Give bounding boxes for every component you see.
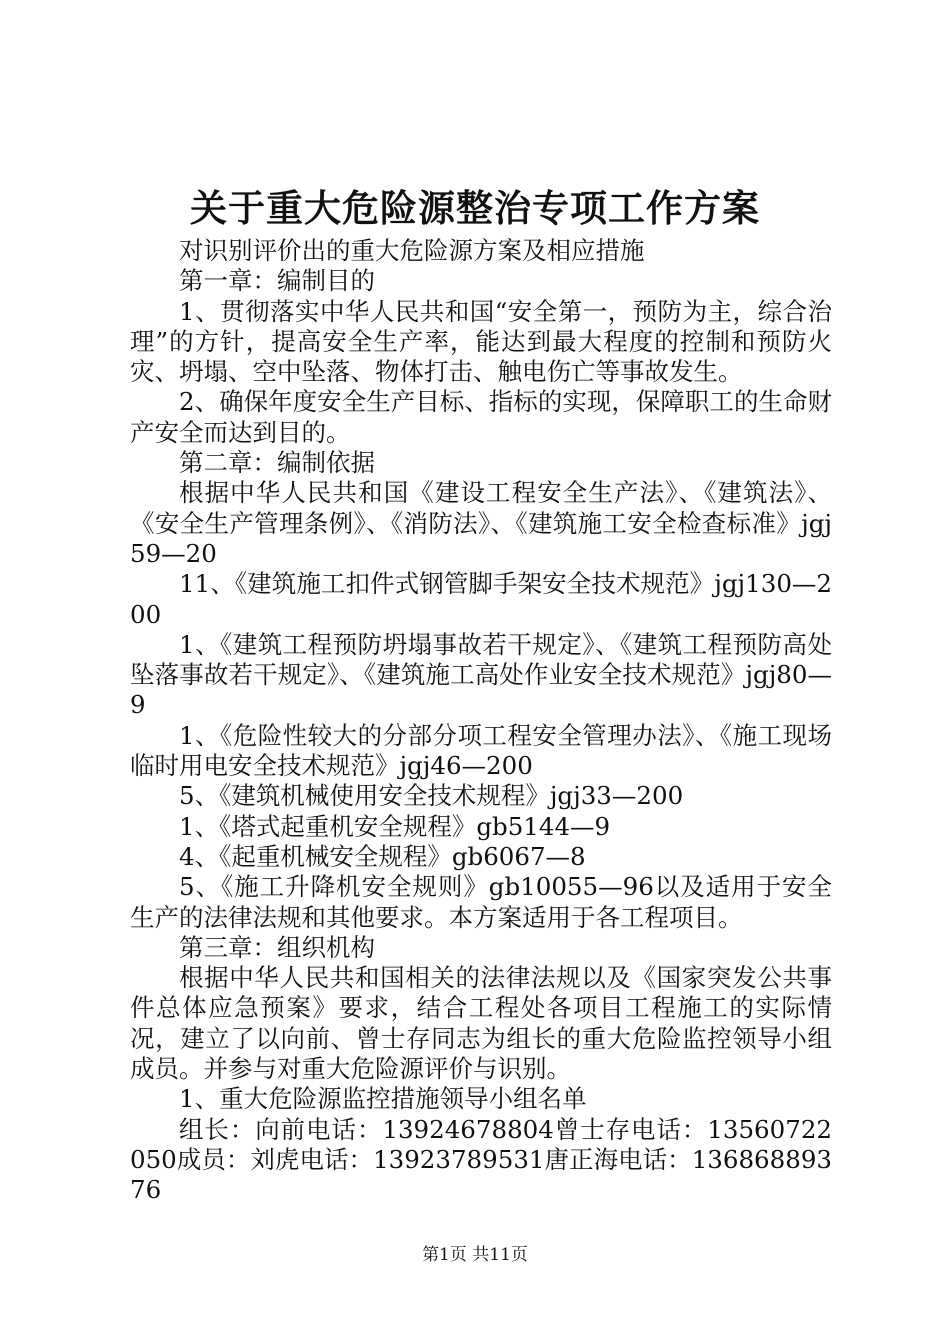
- paragraph-basis-item: 11、《建筑施工扣件式钢管脚手架安全技术规范》jgj130—200: [130, 569, 832, 629]
- page-footer: 第1页 共11页: [422, 1245, 528, 1265]
- paragraph-purpose-1: 1、贯彻落实中华人民共和国“安全第一，预防为主，综合治理”的方针，提高安全生产率，能达到最大程度的控制和预防火灾、坍塌、空中坠落、物体打击、触电伤亡等事故发生。: [130, 296, 832, 387]
- paragraph-purpose-2: 2、确保年度安全生产目标、指标的实现，保障职工的生命财产安全而达到目的。: [130, 387, 832, 447]
- chapter-2-heading: 第二章：编制依据: [179, 448, 375, 478]
- chapter-1-heading: 第一章：编制目的: [179, 266, 375, 296]
- document-body: [130, 236, 832, 1206]
- paragraph-basis-item: 1、《建筑工程预防坍塌事故若干规定》、《建筑工程预防高处坠落事故若干规定》、《建筑施工高处作业安全技术规范》jgj80—9: [130, 629, 832, 720]
- paragraph-leader-list-heading: 1、重大危险源监控措施领导小组名单: [179, 1084, 587, 1114]
- paragraph-basis-item: 5、《施工升降机安全规则》gb10055—96以及适用于安全生产的法律法规和其他要求。本方案适用于各工程项目。: [130, 872, 832, 932]
- chapter-3-heading: 第三章：组织机构: [179, 932, 375, 962]
- paragraph-basis-item: 1、《塔式起重机安全规程》gb5144—9: [179, 811, 611, 841]
- paragraph-basis-item: 4、《起重机械安全规程》gb6067—8: [179, 841, 586, 871]
- paragraph-basis-item: 5、《建筑机械使用安全技术规程》jgj33—200: [179, 781, 684, 811]
- paragraph-leader-list: 组长：向前电话：13924678804曾士存电话：13560722050成员：刘虎电话：13923789531唐正海电话：13686889376: [130, 1114, 832, 1205]
- paragraph-basis-intro: 根据中华人民共和国《建设工程安全生产法》、《建筑法》、《安全生产管理条例》、《消防法》、《建筑施工安全检查标准》jgj59—20: [130, 478, 832, 568]
- paragraph-basis-item: 1、《危险性较大的分部分项工程安全管理办法》、《施工现场临时用电安全技术规范》jgj46—200: [130, 720, 832, 781]
- document-title: 关于重大危险源整治专项工作方案: [190, 186, 760, 230]
- paragraph-organization: 根据中华人民共和国相关的法律法规以及《国家突发公共事件总体应急预案》要求，结合工程处各项目工程施工的实际情况，建立了以向前、曾士存同志为组长的重大危险监控领导小组成员。并参与对重大危险源评价与识别。: [130, 963, 832, 1084]
- paragraph-intro: 对识别评价出的重大危险源方案及相应措施: [179, 236, 645, 265]
